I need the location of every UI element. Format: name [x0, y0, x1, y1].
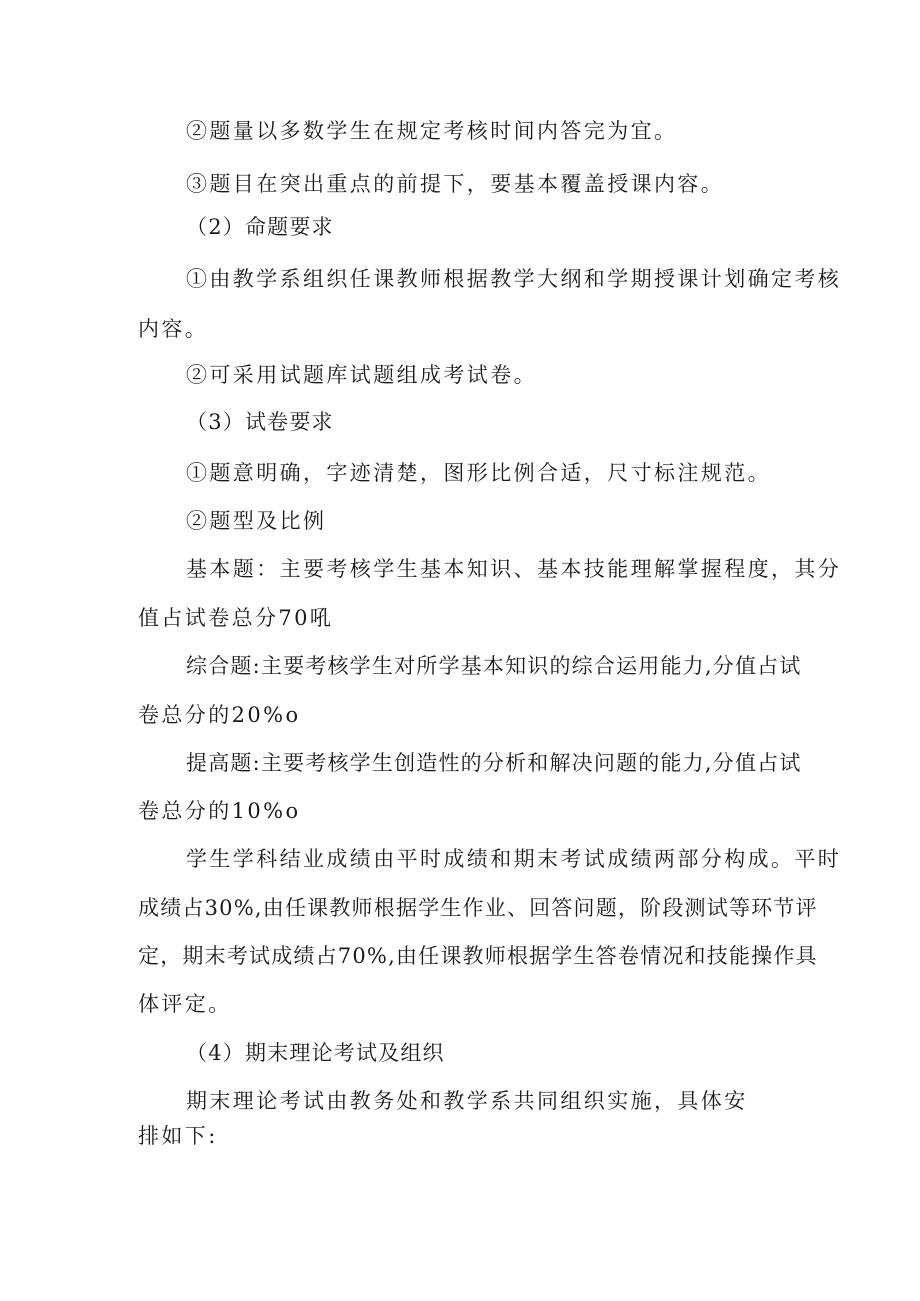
line-question-coverage: ③题目在突出重点的前提下，要基本覆盖授课内容。	[186, 172, 725, 196]
line-question-types: ②题型及比例	[186, 509, 327, 533]
line-proposition-rule-2: ②可采用试题库试题组成考试卷。	[186, 363, 537, 387]
heading-final-exam-organization: （4）期末理论考试及组织	[186, 1041, 445, 1065]
line-grade-composition: 学生学科结业成绩由平时成绩和期末考试成绩两部分构成。平时	[186, 847, 842, 871]
heading-paper-requirements: （3）试卷要求	[186, 410, 334, 434]
line-comprehensive-questions: 综合题:主要考核学生对所学基本知识的综合运用能力,分值占试	[186, 654, 802, 678]
line-basic-questions-cont: 值占试卷总分70吼	[138, 606, 334, 630]
line-advanced-questions-cont: 卷总分的10%o	[138, 799, 301, 823]
line-basic-questions: 基本题：主要考核学生基本知识、基本技能理解掌握程度，其分	[186, 557, 842, 581]
line-advanced-questions: 提高题:主要考核学生创造性的分析和解决问题的能力,分值占试	[186, 751, 802, 775]
line-final-exam-arrangement-cont: 排如下:	[138, 1124, 218, 1148]
line-comprehensive-questions-cont: 卷总分的20%o	[138, 703, 301, 727]
line-grade-composition-3: 定，期末考试成绩占70%,由任课教师根据学生答卷情况和技能操作具	[138, 944, 818, 968]
line-grade-composition-2: 成绩占30%,由任课教师根据学生作业、回答问题，阶段测试等环节评	[138, 896, 818, 920]
line-question-quantity: ②题量以多数学生在规定考核时间内答完为宜。	[186, 119, 678, 143]
line-proposition-rule-1-cont: 内容。	[138, 317, 209, 341]
heading-proposition-requirements: （2）命题要求	[186, 215, 334, 239]
line-final-exam-arrangement: 期末理论考试由教务处和教学系共同组织实施，具体安	[186, 1089, 748, 1113]
line-grade-composition-4: 体评定。	[138, 992, 232, 1016]
line-paper-rule-1: ①题意明确，字迹清楚，图形比例合适，尺寸标注规范。	[186, 461, 771, 485]
line-proposition-rule-1: ①由教学系组织任课教师根据教学大纲和学期授课计划确定考核	[186, 267, 842, 291]
